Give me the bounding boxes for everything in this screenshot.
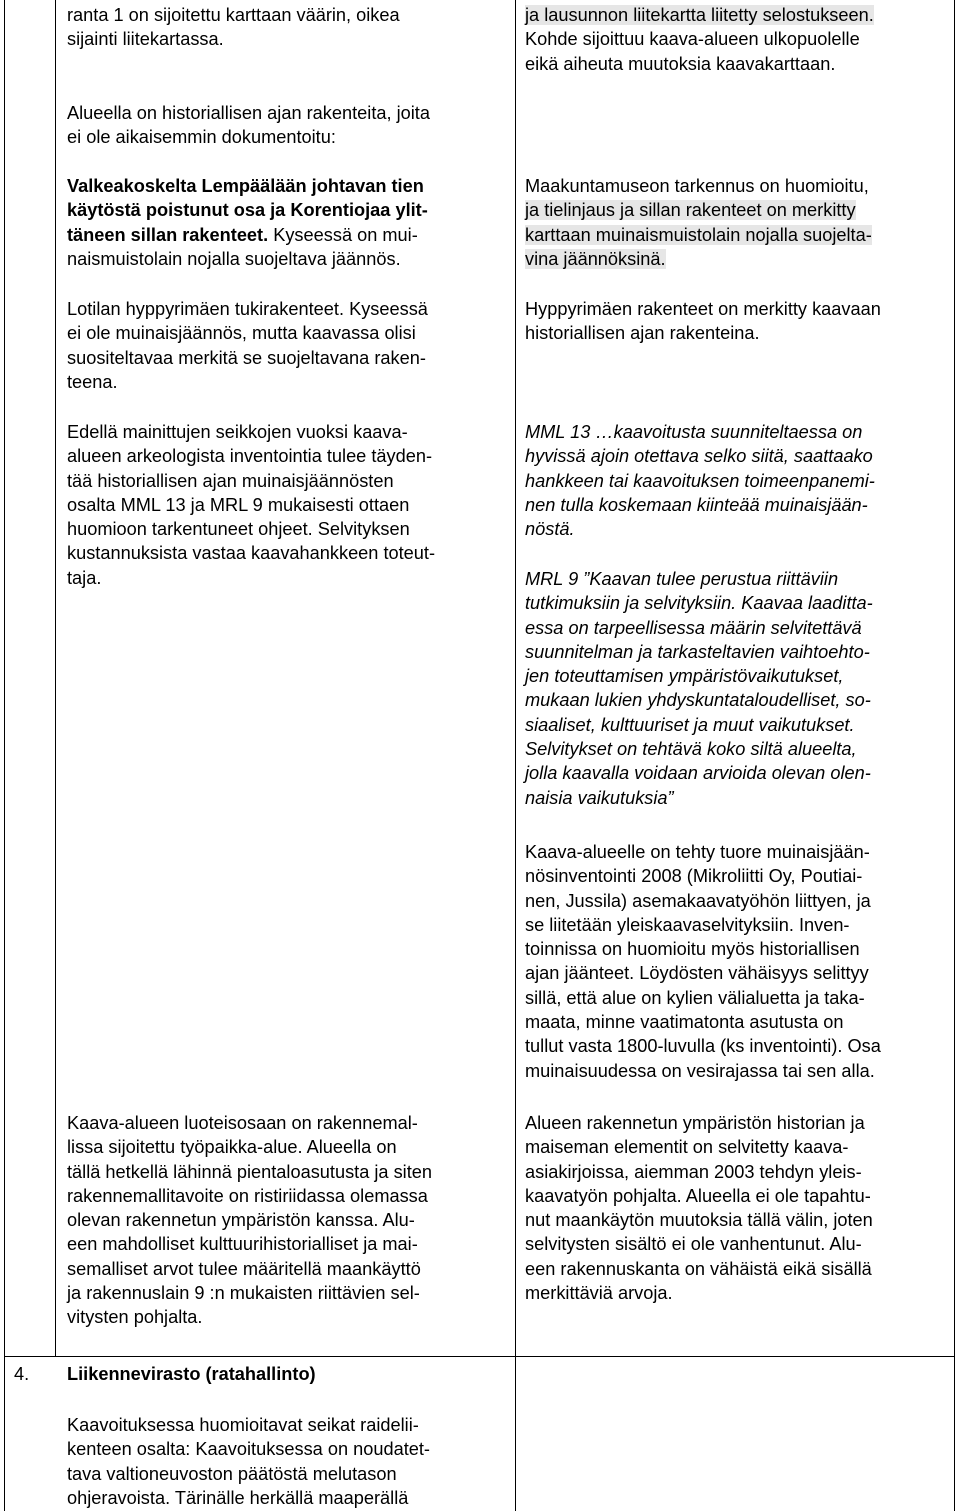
text-line: se liitetään yleiskaavaselvityksiin. Inven- bbox=[525, 914, 850, 935]
left-paragraph-railway bbox=[67, 1413, 505, 1510]
text-line: taja. bbox=[67, 567, 102, 588]
text-line: tää historiallisen ajan muinaisjäännösten bbox=[67, 470, 394, 491]
left-paragraph-placement bbox=[67, 3, 505, 52]
text-line: merkittäviä arvoja. bbox=[525, 1283, 673, 1304]
text-line: jen toteuttamisen ympäristövaikutukset, bbox=[525, 666, 844, 687]
text-line: historiallisen ajan rakenteina. bbox=[525, 323, 760, 344]
text-line: hyvissä ajoin otettava selko siitä, saattaako bbox=[525, 446, 873, 467]
text-line: huomioon tarkentuneet ohjeet. Selvityksen bbox=[67, 519, 410, 540]
text-line: tullut vasta 1800-luvulla (ks inventointi). Osa bbox=[525, 1036, 881, 1057]
text-line bbox=[525, 3, 945, 27]
table-border-left bbox=[4, 0, 5, 1511]
text-line: sijainti liitekartassa. bbox=[67, 29, 224, 50]
text-line bbox=[525, 247, 945, 271]
text-line: Alueen rakennetun ympäristön historian ja bbox=[525, 1113, 865, 1133]
text-line: ajan jäänteet. Löydösten vähäisyys selittyy bbox=[525, 963, 869, 984]
section-number: 4. bbox=[14, 1364, 30, 1384]
highlighted-text: vina jäännöksinä. bbox=[525, 248, 666, 269]
text-line: ranta 1 on sijoitettu karttaan väärin, oikea bbox=[67, 5, 400, 25]
text-line: rakennemallitavoite on ristiriidassa olemassa bbox=[67, 1185, 428, 1206]
text-line: ohjeravoista. Tärinälle herkällä maaperällä bbox=[67, 1487, 409, 1508]
text-line: sillä, että alue on kylien välialuetta ja taka- bbox=[525, 987, 865, 1008]
text-line: Lotilan hyppyrimäen tukirakenteet. Kyseessä bbox=[67, 299, 428, 319]
right-paragraph-ski-jump bbox=[525, 297, 945, 346]
text-line: tutkimuksiin ja selvityksiin. Kaavaa laaditta- bbox=[525, 593, 873, 614]
right-paragraph-inventory bbox=[525, 840, 945, 1083]
text-line: Selvitykset on tehtävä koko siltä alueelta, bbox=[525, 739, 857, 760]
text-line: selvitysten sisältö ei ole vanhentunut. Alu- bbox=[525, 1234, 862, 1255]
text-line: Edellä mainittujen seikkojen vuoksi kaava- bbox=[67, 422, 408, 442]
highlighted-text: ja lausunnon liitekartta liitetty selostukseen. bbox=[525, 5, 874, 25]
table-row-divider bbox=[4, 1356, 955, 1357]
text-line: Valkeakoskelta Lempäälään johtavan tien bbox=[67, 176, 424, 196]
text-line: maiseman elementit on selvitetty kaava- bbox=[525, 1137, 849, 1158]
text-line: essa on tarpeellisessa määrin selvitettävä bbox=[525, 617, 862, 638]
text-line: nöstä. bbox=[525, 519, 575, 540]
text-line: kenteen osalta: Kaavoituksessa on noudatet- bbox=[67, 1439, 430, 1460]
highlighted-text: karttaan muinaismuistolain nojalla suojelta- bbox=[525, 224, 872, 245]
right-paragraph-built-environment bbox=[525, 1111, 945, 1305]
text-line: maata, minne vaatimatonta asutusta on bbox=[525, 1012, 844, 1033]
table-column-divider-2 bbox=[515, 0, 516, 1511]
text-line: nösinventointi 2008 (Mikroliitti Oy, Poutiai- bbox=[525, 866, 863, 887]
text-line: asiakirjoissa, aiemman 2003 tehdyn yleis- bbox=[525, 1161, 862, 1182]
text-line: hankkeen tai kaavoituksen toimeenpanemi- bbox=[525, 470, 875, 491]
text-line: een rakennuskanta on vähäistä eikä sisällä bbox=[525, 1258, 872, 1279]
text-line bbox=[525, 198, 945, 222]
text-line: Alueella on historiallisen ajan rakenteita, joita bbox=[67, 103, 430, 123]
text-line: alueen arkeologista inventointia tulee täyden- bbox=[67, 446, 433, 467]
text-line: olevan rakennetun ympäristön kanssa. Alu- bbox=[67, 1210, 415, 1231]
text-line bbox=[525, 223, 945, 247]
text-line: ja rakennuslain 9 :n mukaisten riittävien sel- bbox=[67, 1283, 420, 1304]
text-line: mukaan lukien yhdyskuntataloudelliset, so- bbox=[525, 690, 871, 711]
text-line: vitysten pohjalta. bbox=[67, 1307, 203, 1328]
left-paragraph-historical-structures bbox=[67, 101, 505, 150]
text-line: Kohde sijoittuu kaava-alueen ulkopuolelle bbox=[525, 29, 860, 50]
text-line: naisia vaikutuksia” bbox=[525, 787, 674, 808]
text-line: suositeltavaa merkitä se suojeltavana raken- bbox=[67, 347, 426, 368]
highlighted-text: ja tielinjaus ja sillan rakenteet on merkitty bbox=[525, 200, 856, 221]
text-line: käytöstä poistunut osa ja Korentiojaa ylit- bbox=[67, 200, 428, 221]
right-quote-mrl9 bbox=[525, 567, 945, 810]
section-heading bbox=[67, 1362, 505, 1386]
right-paragraph-museum-refinement bbox=[525, 174, 945, 271]
text-line: siaaliset, kulttuuriset ja muut vaikutukset. bbox=[525, 714, 855, 735]
text-line: Kaava-alueen luoteisosaan on rakennemal- bbox=[67, 1113, 418, 1133]
left-paragraph-workplace-area bbox=[67, 1111, 505, 1330]
text-line: osalta MML 13 ja MRL 9 mukaisesti ottaen bbox=[67, 494, 410, 515]
text-line: naismuistolain nojalla suojeltava jäännös. bbox=[67, 248, 401, 269]
text-line: nen, Jussila) asemakaavatyöhön liittyen, ja bbox=[525, 890, 871, 911]
text-line: eikä aiheuta muutoksia kaavakarttaan. bbox=[525, 53, 836, 74]
text-line: semalliset arvot tulee määritellä maankäyttö bbox=[67, 1258, 421, 1279]
text-fragment: Kyseessä on mui- bbox=[268, 224, 418, 245]
text-line: toinnissa on huomioitu myös historiallisen bbox=[525, 939, 860, 960]
text-line: een mahdolliset kulttuurihistorialliset ja mai- bbox=[67, 1234, 418, 1255]
text-line: nen tulla koskemaan kiinteää muinaisjään- bbox=[525, 494, 868, 515]
text-line: teena. bbox=[67, 371, 118, 392]
left-paragraph-ski-jump bbox=[67, 297, 505, 394]
right-quote-mml13 bbox=[525, 420, 945, 541]
text-line: suunnitelman ja tarkasteltavien vaihtoehto- bbox=[525, 641, 870, 662]
text-line: MML 13 …kaavoitusta suunniteltaessa on bbox=[525, 422, 863, 442]
text-line: ei ole muinaisjäännös, mutta kaavassa olisi bbox=[67, 323, 416, 344]
text-line bbox=[67, 223, 505, 247]
text-line: kaavatyön pohjalta. Alueella ei ole tapahtu- bbox=[525, 1185, 871, 1206]
text-line: muinaisuudessa on vesirajassa tai sen alla. bbox=[525, 1060, 875, 1081]
left-paragraph-inventory-requirement bbox=[67, 420, 505, 590]
text-line: lissa sijoitettu työpaikka-alue. Alueella on bbox=[67, 1137, 397, 1158]
text-line: Kaava-alueelle on tehty tuore muinaisjään- bbox=[525, 842, 870, 862]
text-line: nut maankäytön muutoksia tällä välin, joten bbox=[525, 1210, 873, 1231]
text-line: Kaavoituksessa huomioitavat seikat raidelii- bbox=[67, 1415, 419, 1435]
text-line: Maakuntamuseon tarkennus on huomioitu, bbox=[525, 176, 869, 196]
text-line: tällä hetkellä lähinnä pientaloasutusta ja siten bbox=[67, 1161, 433, 1182]
text-line: jolla kaavalla voidaan arvioida olevan olen- bbox=[525, 763, 871, 784]
bold-fragment: täneen sillan rakenteet. bbox=[67, 224, 269, 245]
text-line: ei ole aikaisemmin dokumentoitu: bbox=[67, 127, 336, 148]
text-line: MRL 9 ”Kaavan tulee perustua riittäviin bbox=[525, 569, 839, 589]
section-title: Liikennevirasto (ratahallinto) bbox=[67, 1364, 316, 1384]
table-border-right bbox=[954, 0, 955, 1511]
text-line: kustannuksista vastaa kaavahankkeen toteut- bbox=[67, 543, 436, 564]
right-paragraph-attachment bbox=[525, 3, 945, 76]
text-line: tava valtioneuvoston päätöstä melutason bbox=[67, 1463, 397, 1484]
text-line: Hyppyrimäen rakenteet on merkitty kaavaan bbox=[525, 299, 881, 319]
table-column-divider-1 bbox=[55, 0, 56, 1357]
left-paragraph-road-bridge bbox=[67, 174, 505, 271]
